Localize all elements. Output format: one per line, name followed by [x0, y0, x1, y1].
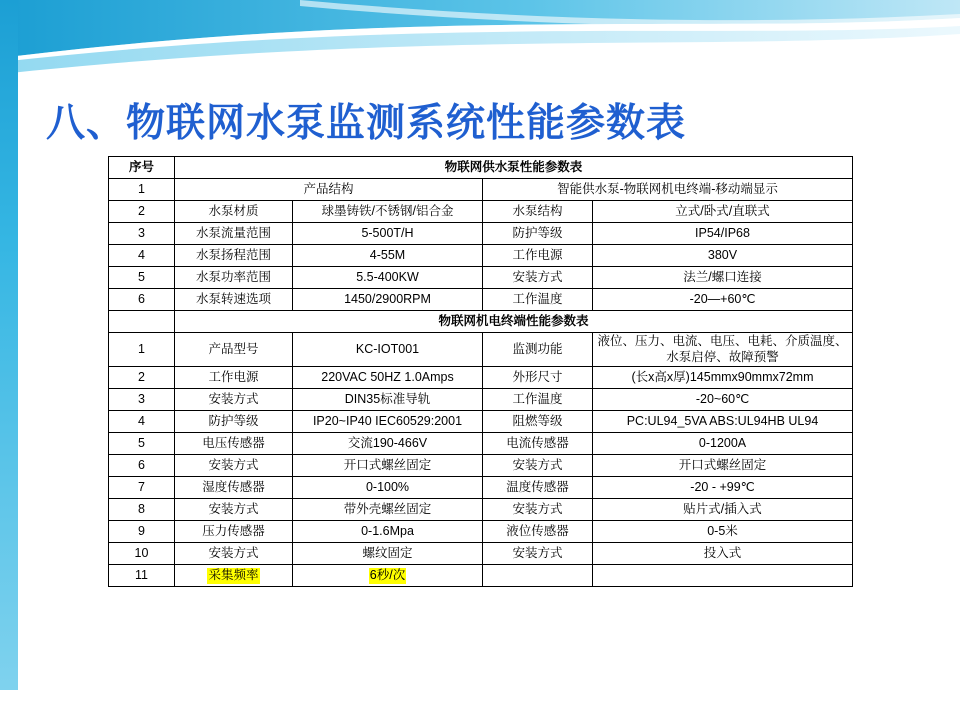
cell-no: 1 — [109, 333, 175, 367]
cell-label-2: 工作温度 — [483, 289, 593, 311]
cell-value-2 — [593, 565, 853, 587]
cell-value — [293, 565, 483, 587]
cell-label: 安装方式 — [175, 499, 293, 521]
section-spacer-cell — [109, 311, 175, 333]
table-row — [109, 455, 853, 477]
cell-value-2: -20—+60℃ — [593, 289, 853, 311]
cell-value-2: 开口式螺丝固定 — [593, 455, 853, 477]
cell-value-2: 0-5米 — [593, 521, 853, 543]
cell-no: 4 — [109, 411, 175, 433]
cell-no: 5 — [109, 267, 175, 289]
highlight-text: 采集频率 — [208, 567, 259, 582]
cell-no: 6 — [109, 289, 175, 311]
cell-value: 交流190-466V — [293, 433, 483, 455]
cell-label: 水泵转速选项 — [175, 289, 293, 311]
cell-label-2: 防护等级 — [483, 223, 593, 245]
table-body — [109, 157, 853, 587]
cell-label: 压力传感器 — [175, 521, 293, 543]
table-row — [109, 477, 853, 499]
cell-no: 7 — [109, 477, 175, 499]
cell-value-2: (长x高x厚)145mmx90mmx72mm — [593, 367, 853, 389]
cell-label-2: 安装方式 — [483, 499, 593, 521]
cell-no: 3 — [109, 389, 175, 411]
cell-value: IP20~IP40 IEC60529:2001 — [293, 411, 483, 433]
highlight-text: 6秒/次 — [369, 567, 406, 582]
cell-no: 8 — [109, 499, 175, 521]
table-row — [109, 433, 853, 455]
cell-label-2: 工作温度 — [483, 389, 593, 411]
cell-value: 220VAC 50HZ 1.0Amps — [293, 367, 483, 389]
parameter-table — [108, 156, 853, 587]
cell-value: 1450/2900RPM — [293, 289, 483, 311]
cell-no: 9 — [109, 521, 175, 543]
cell-label-2: 监测功能 — [483, 333, 593, 367]
cell-label: 水泵扬程范围 — [175, 245, 293, 267]
cell-label-2: 阻燃等级 — [483, 411, 593, 433]
page-title: 八、物联网水泵监测系统性能参数表 — [46, 102, 687, 145]
cell-no: 4 — [109, 245, 175, 267]
table-row — [109, 543, 853, 565]
section-header-row-2 — [109, 311, 853, 333]
table-row — [109, 245, 853, 267]
cell-value: 智能供水泵-物联网机电终端-移动端显示 — [483, 179, 853, 201]
table-row — [109, 565, 853, 587]
cell-value-2: 液位、压力、电流、电压、电耗、介质温度、水泵启停、故障预警 — [593, 333, 853, 367]
table-row — [109, 333, 853, 367]
cell-label: 水泵流量范围 — [175, 223, 293, 245]
cell-label-2: 工作电源 — [483, 245, 593, 267]
cell-value: 0-100% — [293, 477, 483, 499]
cell-label: 安装方式 — [175, 389, 293, 411]
table-header-row — [109, 157, 853, 179]
cell-no: 2 — [109, 201, 175, 223]
cell-label: 湿度传感器 — [175, 477, 293, 499]
table-row — [109, 201, 853, 223]
cell-label: 水泵材质 — [175, 201, 293, 223]
cell-value: DIN35标准导轨 — [293, 389, 483, 411]
cell-label-2: 温度传感器 — [483, 477, 593, 499]
bottom-spacer — [0, 690, 960, 720]
cell-label-2: 水泵结构 — [483, 201, 593, 223]
cell-no: 1 — [109, 179, 175, 201]
cell-label-2: 液位传感器 — [483, 521, 593, 543]
table-row — [109, 389, 853, 411]
cell-label: 安装方式 — [175, 455, 293, 477]
cell-value: 4-55M — [293, 245, 483, 267]
cell-value-2: IP54/IP68 — [593, 223, 853, 245]
cell-value-2: 立式/卧式/直联式 — [593, 201, 853, 223]
cell-label-2: 外形尺寸 — [483, 367, 593, 389]
cell-value: 球墨铸铁/不锈钢/铝合金 — [293, 201, 483, 223]
cell-label-2: 安装方式 — [483, 543, 593, 565]
cell-label-2: 安装方式 — [483, 267, 593, 289]
column-header-no: 序号 — [109, 157, 175, 179]
cell-label: 产品型号 — [175, 333, 293, 367]
cell-label-2: 电流传感器 — [483, 433, 593, 455]
cell-no: 5 — [109, 433, 175, 455]
cell-value-2: 法兰/螺口连接 — [593, 267, 853, 289]
cell-value: KC-IOT001 — [293, 333, 483, 367]
cell-label-2: 安装方式 — [483, 455, 593, 477]
cell-no: 11 — [109, 565, 175, 587]
cell-value-2: -20 - +99℃ — [593, 477, 853, 499]
cell-no: 2 — [109, 367, 175, 389]
cell-no: 3 — [109, 223, 175, 245]
cell-no: 6 — [109, 455, 175, 477]
cell-label: 工作电源 — [175, 367, 293, 389]
cell-label: 水泵功率范围 — [175, 267, 293, 289]
cell-value: 5.5-400KW — [293, 267, 483, 289]
cell-value: 开口式螺丝固定 — [293, 455, 483, 477]
cell-label — [175, 565, 293, 587]
cell-label: 产品结构 — [175, 179, 483, 201]
cell-no: 10 — [109, 543, 175, 565]
parameter-table-container — [108, 156, 852, 587]
cell-value-2: 投入式 — [593, 543, 853, 565]
cell-value: 带外壳螺丝固定 — [293, 499, 483, 521]
cell-value-2: PC:UL94_5VA ABS:UL94HB UL94 — [593, 411, 853, 433]
table-row — [109, 411, 853, 433]
table-row — [109, 223, 853, 245]
cell-value: 螺纹固定 — [293, 543, 483, 565]
table-row — [109, 267, 853, 289]
table-row — [109, 367, 853, 389]
table-row — [109, 499, 853, 521]
cell-value: 5-500T/H — [293, 223, 483, 245]
cell-value: 0-1.6Mpa — [293, 521, 483, 543]
cell-value-2: 贴片式/插入式 — [593, 499, 853, 521]
left-accent-bar — [0, 0, 18, 690]
section-title-1: 物联网供水泵性能参数表 — [175, 157, 853, 179]
cell-value-2: 380V — [593, 245, 853, 267]
table-row — [109, 179, 853, 201]
section-title-2: 物联网机电终端性能参数表 — [175, 311, 853, 333]
table-row — [109, 289, 853, 311]
cell-label-2 — [483, 565, 593, 587]
cell-value-2: -20~60℃ — [593, 389, 853, 411]
cell-label: 电压传感器 — [175, 433, 293, 455]
cell-label: 防护等级 — [175, 411, 293, 433]
table-row — [109, 521, 853, 543]
cell-value-2: 0-1200A — [593, 433, 853, 455]
cell-label: 安装方式 — [175, 543, 293, 565]
header-decoration — [0, 0, 960, 78]
